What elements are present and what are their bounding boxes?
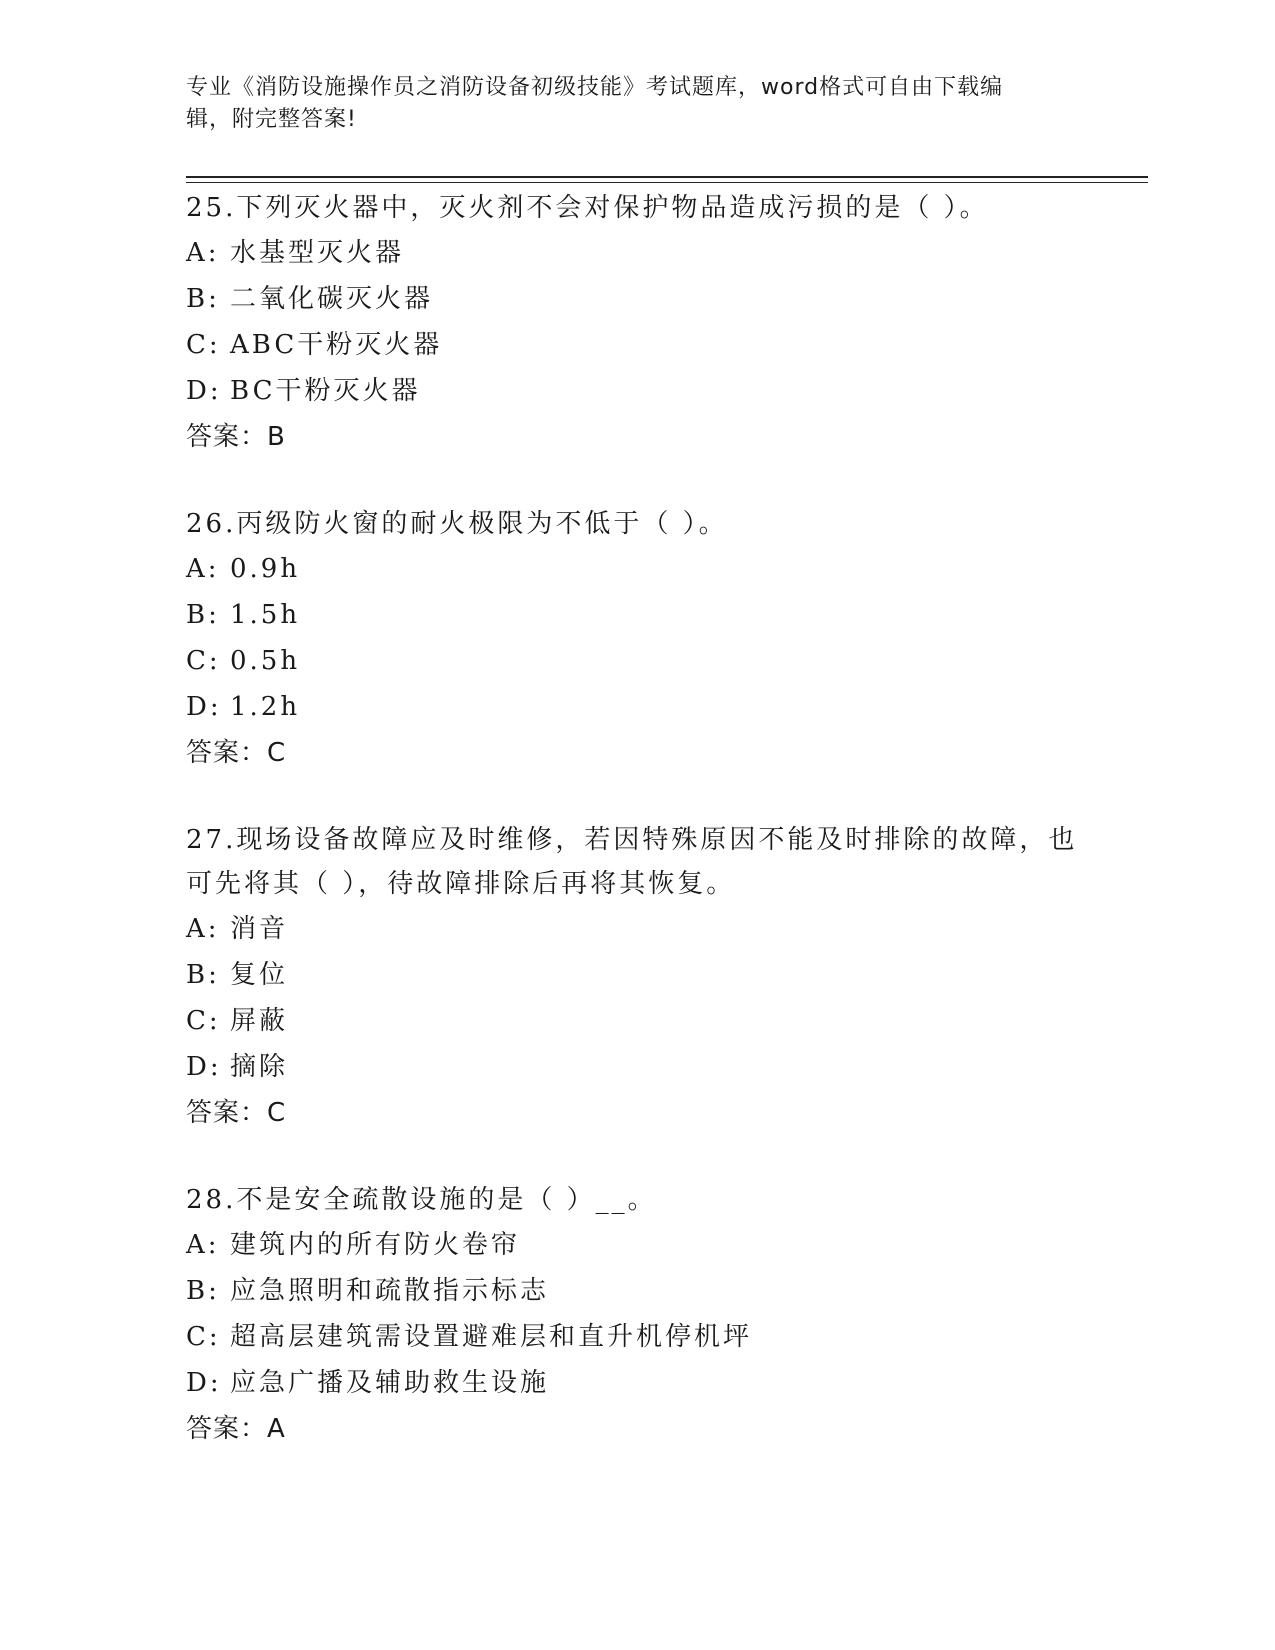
option-b [186,1268,1086,1314]
option-key: C: [186,330,221,360]
option-text: 超高层建筑需设置避难层和直升机停机坪 [230,1322,753,1352]
option-text: 二氧化碳灭火器 [230,284,434,314]
header-line-1: 专业《消防设施操作员之消防设备初级技能》考试题库，word格式可自由下载编 [186,75,1004,100]
question-28 [186,1178,1086,1452]
option-text: 应急广播及辅助救生设施 [230,1368,550,1398]
option-key: B: [186,960,220,990]
option-key: A: [186,1230,220,1260]
answer: 答案：B [186,422,286,452]
document-header [186,72,1066,136]
answer: 答案：C [186,1098,287,1128]
header-divider-thick [186,176,1148,178]
option-d [186,1044,1086,1090]
option-key: C: [186,646,221,676]
option-key: B: [186,1276,220,1306]
option-text: 消音 [230,914,289,944]
option-text: ABC干粉灭火器 [230,330,443,360]
option-text: 1.5h [230,600,301,630]
option-b [186,592,1086,638]
option-key: D: [186,1368,222,1398]
header-divider-thin [186,182,1148,183]
header-line-2: 辑，附完整答案! [186,107,357,132]
option-d [186,368,1086,414]
option-d [186,684,1086,730]
option-text: 摘除 [230,1052,289,1082]
question-stem-line-2: 可先将其（ ），待故障排除后再将其恢复。 [186,869,736,899]
option-c [186,998,1086,1044]
option-c [186,322,1086,368]
option-text: 屏蔽 [230,1006,289,1036]
option-text: 0.5h [230,646,301,676]
option-b [186,952,1086,998]
option-text: 0.9h [230,554,301,584]
option-key: A: [186,554,220,584]
option-text: 建筑内的所有防火卷帘 [230,1230,521,1260]
option-d [186,1360,1086,1406]
option-text: BC干粉灭火器 [230,376,421,406]
question-27 [186,818,1086,1136]
question-stem: 28.不是安全疏散设施的是（ ）__。 [186,1185,657,1215]
answer: 答案：C [186,738,287,768]
question-25 [186,186,1086,460]
option-key: D: [186,376,222,406]
option-text: 复位 [230,960,289,990]
option-a [186,1222,1086,1268]
option-c [186,638,1086,684]
option-text: 1.2h [230,692,301,722]
option-a [186,906,1086,952]
answer: 答案：A [186,1414,286,1444]
option-text: 应急照明和疏散指示标志 [230,1276,550,1306]
option-a [186,230,1086,276]
option-text: 水基型灭火器 [230,238,405,268]
option-key: B: [186,600,220,630]
option-key: A: [186,914,220,944]
option-a [186,546,1086,592]
question-stem: 25.下列灭火器中，灭火剂不会对保护物品造成污损的是（ ）。 [186,193,989,223]
option-key: B: [186,284,220,314]
option-key: C: [186,1006,221,1036]
option-key: D: [186,1052,222,1082]
option-b [186,276,1086,322]
option-key: A: [186,238,220,268]
option-c [186,1314,1086,1360]
option-key: C: [186,1322,221,1352]
question-stem: 26.丙级防火窗的耐火极限为不低于（ ）。 [186,509,728,539]
question-26 [186,502,1086,776]
option-key: D: [186,692,222,722]
question-stem-line-1: 27.现场设备故障应及时维修，若因特殊原因不能及时排除的故障，也 [186,825,1078,855]
